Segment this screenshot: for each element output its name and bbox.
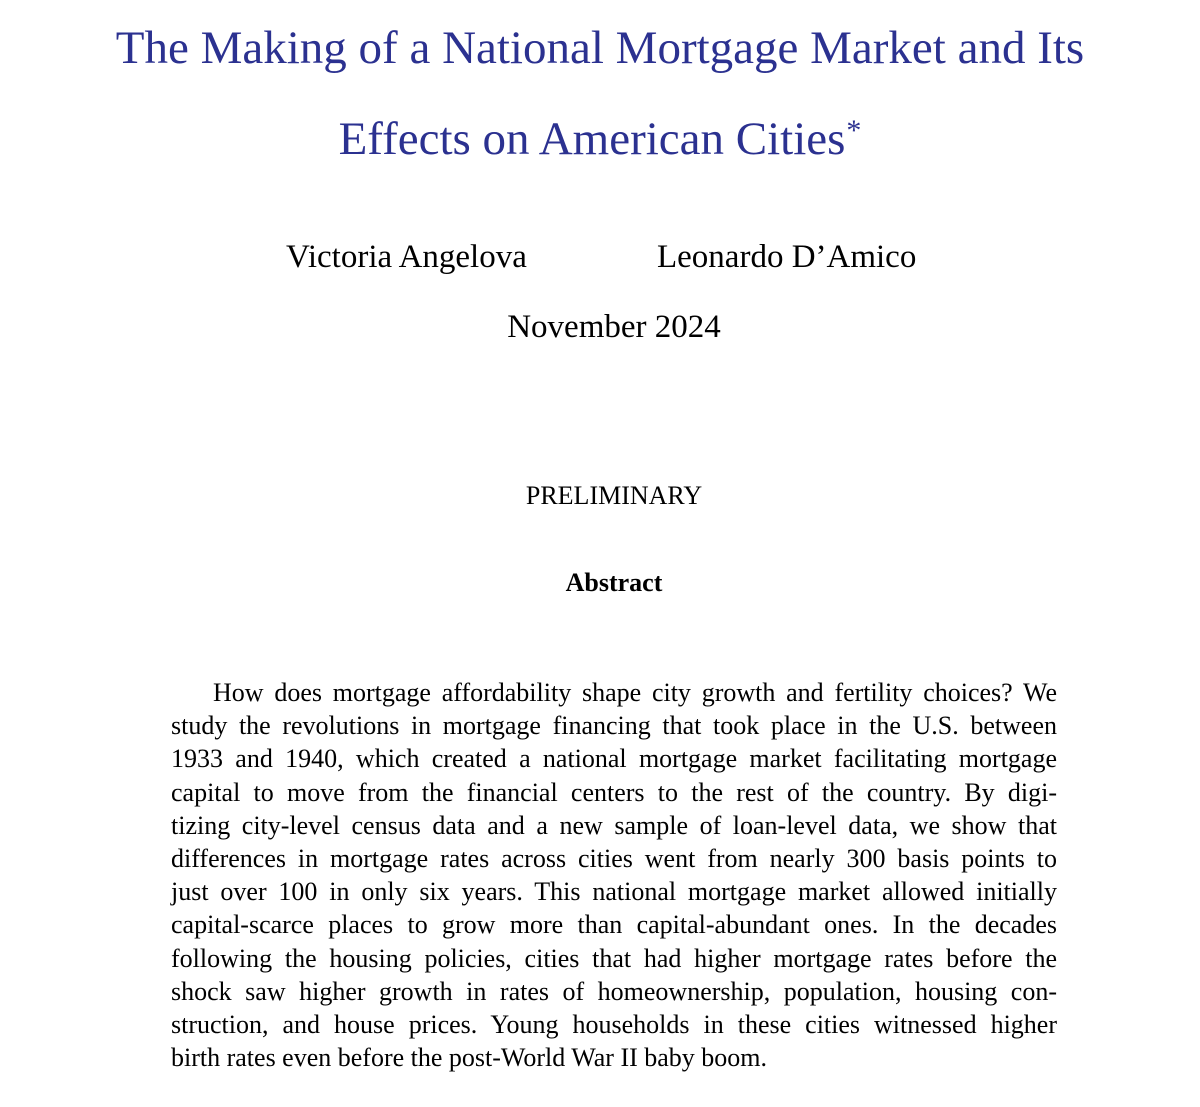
abstract-line: capital to move from the financial centers to the rest of the country. By digi- — [171, 777, 1057, 807]
publication-date: November 2024 — [507, 309, 721, 345]
author-name: Victoria Angelova — [286, 239, 527, 275]
abstract-line: differences in mortgage rates across cities went from nearly 300 basis points to — [171, 843, 1057, 873]
abstract-line: following the housing policies, cities that had higher mortgage rates before the — [171, 943, 1057, 973]
abstract-line: How does mortgage affordability shape city growth and fertility choices? We — [213, 678, 1057, 707]
paper-title-line-1 — [0, 22, 1200, 74]
abstract-line: study the revolutions in mortgage financing that took place in the U.S. between — [171, 711, 1057, 741]
abstract-body — [171, 676, 1057, 1074]
author-name: Leonardo D’Amico — [657, 239, 917, 275]
abstract-heading: Abstract — [565, 568, 663, 597]
abstract-line: 1933 and 1940, which created a national mortgage market facilitating mortgage — [171, 744, 1057, 774]
paper-title-text-1: The Making of a National Mortgage Market and Its — [115, 22, 1085, 74]
abstract-line: birth rates even before the post-World War II baby boom. — [171, 1043, 768, 1073]
paper-title-line-2 — [0, 113, 1200, 165]
status-label: PRELIMINARY — [525, 481, 703, 510]
abstract-line: tizing city-level census data and a new sample of loan-level data, we show that — [171, 810, 1057, 840]
abstract-line: capital-scarce places to grow more than capital-abundant ones. In the decades — [171, 910, 1057, 940]
abstract-line: shock saw higher growth in rates of homeownership, population, housing con- — [171, 976, 1057, 1006]
abstract-line: just over 100 in only six years. This national mortgage market allowed initially — [171, 877, 1057, 907]
abstract-line: struction, and house prices. Young households in these cities witnessed higher — [171, 1009, 1057, 1039]
paper-title-text-2: Effects on American Cities — [338, 113, 846, 165]
title-footnote-mark: * — [846, 114, 862, 147]
